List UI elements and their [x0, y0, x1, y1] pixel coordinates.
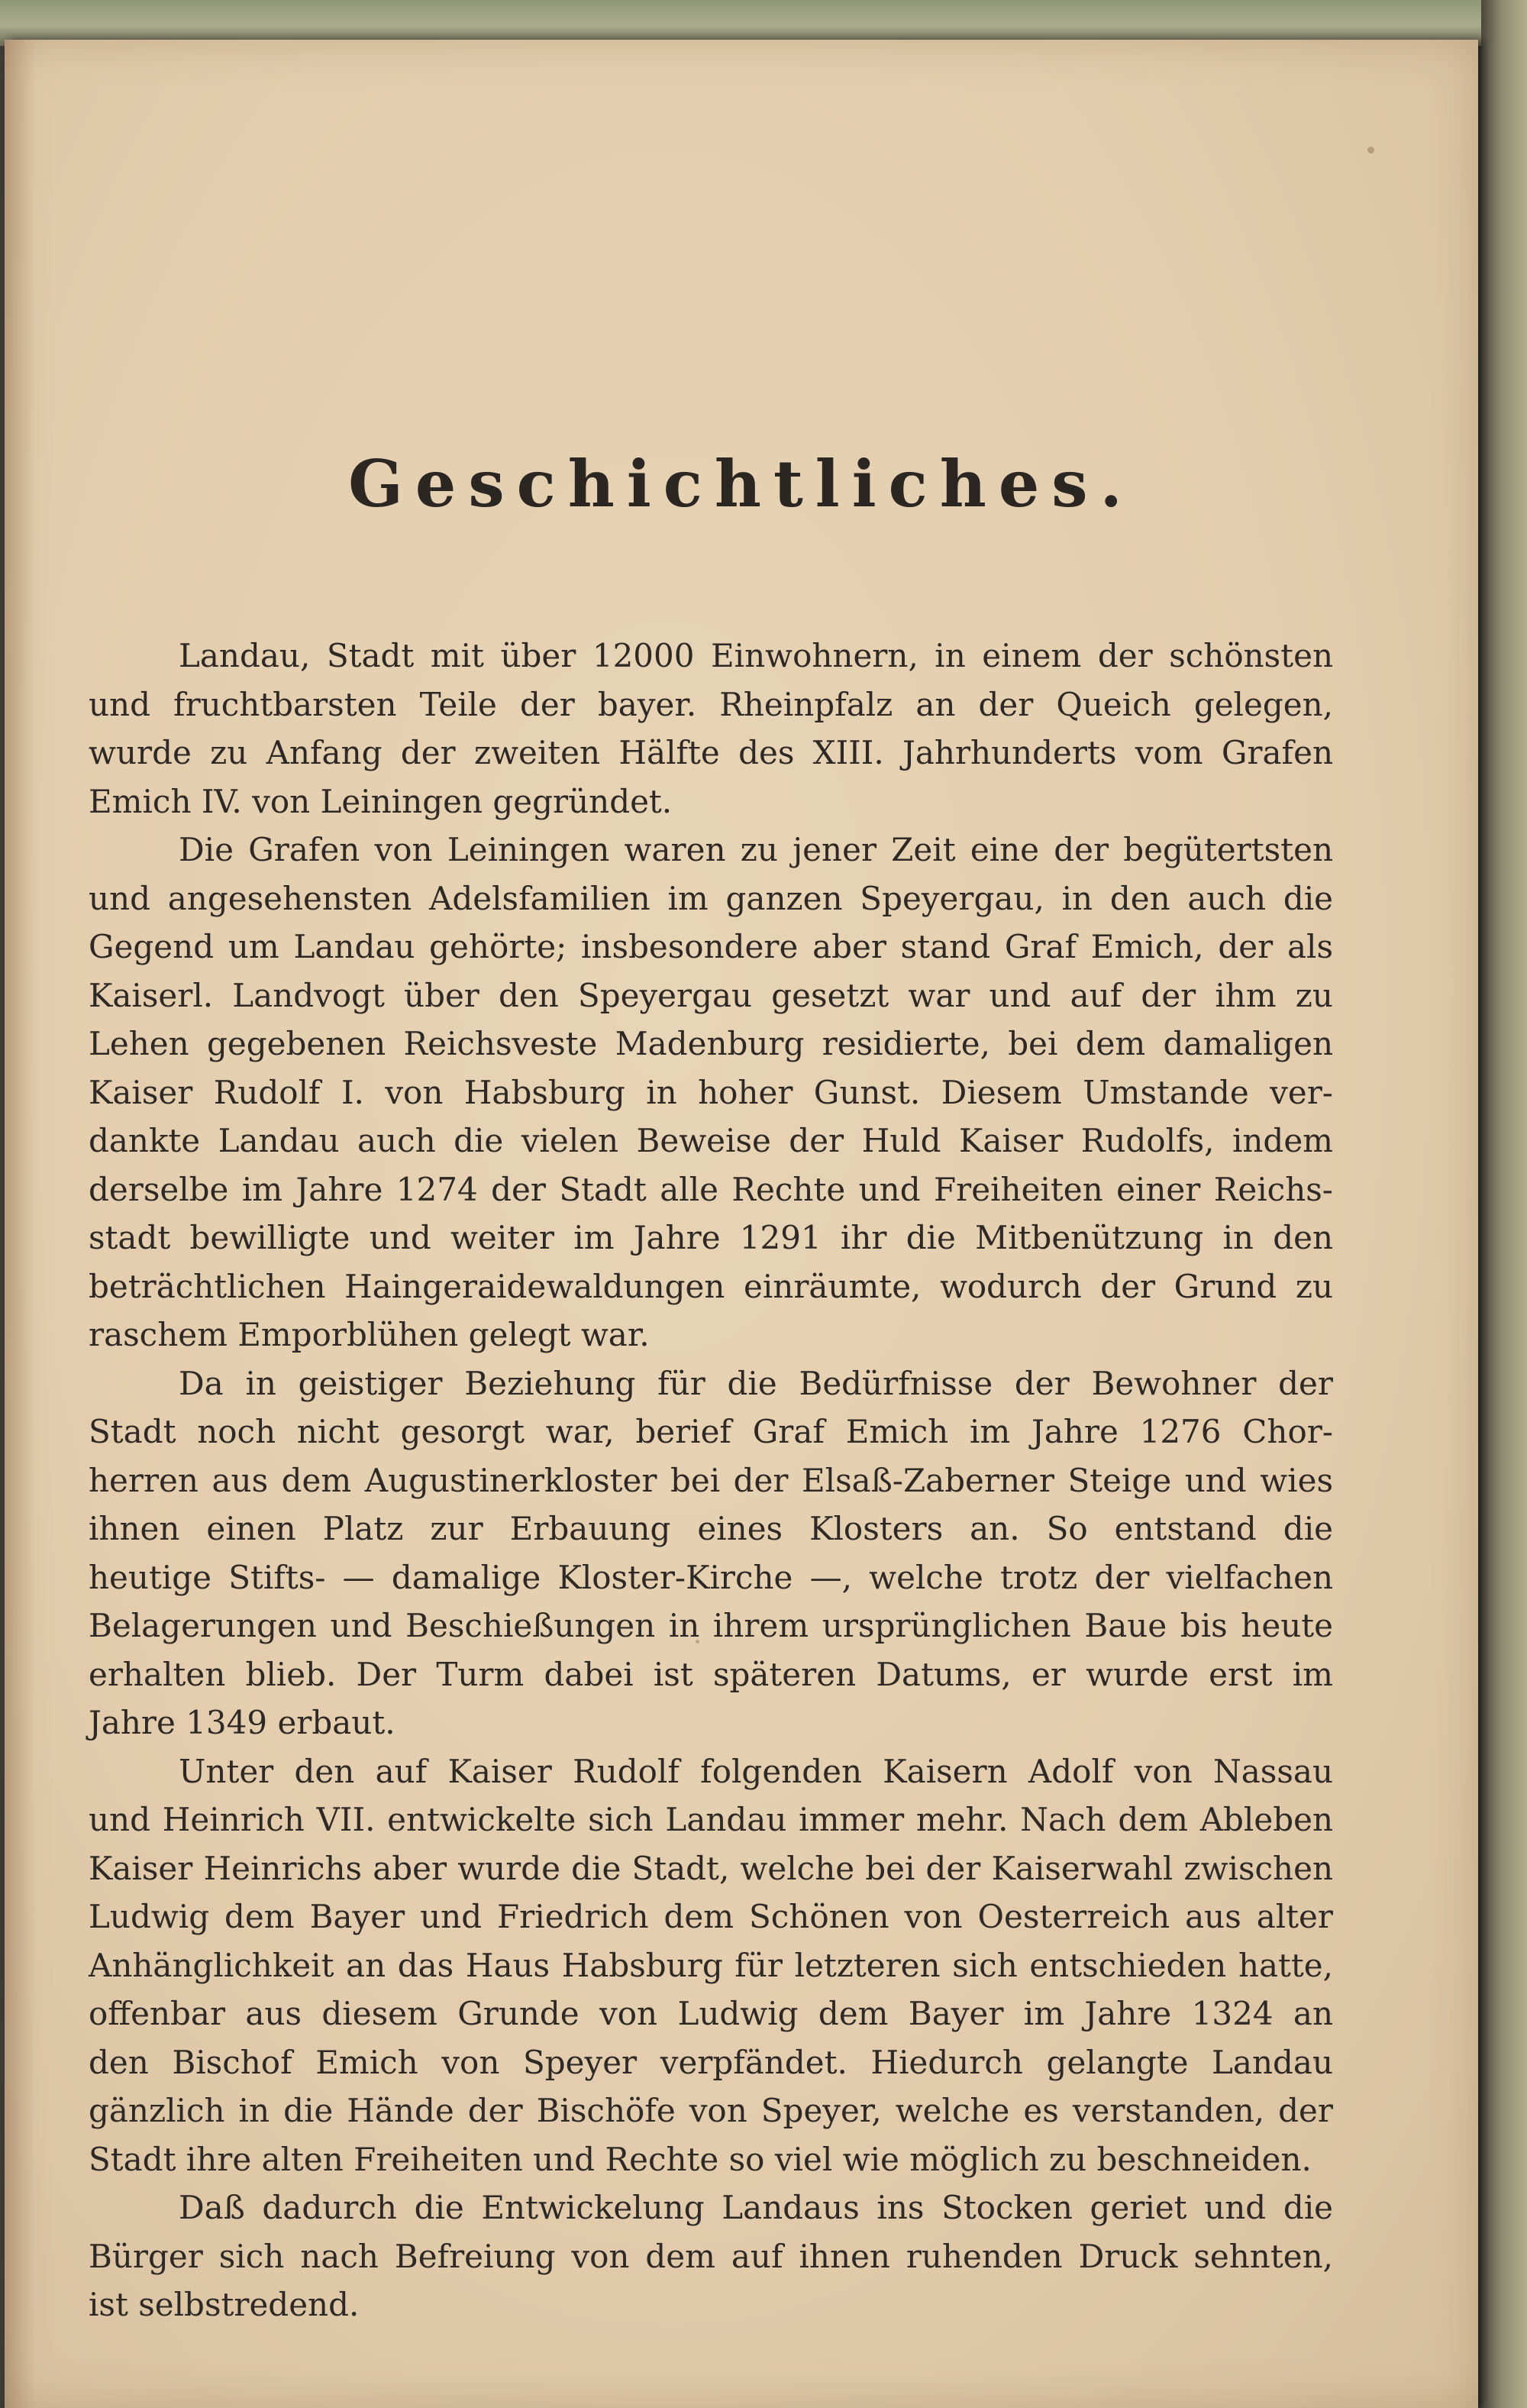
- text-line: erhalten blieb. Der Turm dabei ist späteren Datums, er wurde erst im: [89, 1655, 1333, 1693]
- text-line: offenbar aus diesem Grunde von Ludwig dem Bayer im Jahre 1324 an: [89, 1995, 1333, 2032]
- text-line: Die Grafen von Leiningen waren zu jener Zeit eine der begütertsten: [179, 831, 1333, 868]
- text-line: Kaiser Rudolf I. von Habsburg in hoher Gunst. Diesem Umstande ver-: [89, 1073, 1333, 1111]
- text-line: ist selbstredend.: [89, 2286, 360, 2323]
- text-line: Landau, Stadt mit über 12000 Einwohnern, in einem der schönsten: [179, 637, 1333, 674]
- text-line: herren aus dem Augustinerkloster bei der Elsaß-Zaberner Steige und wies: [89, 1461, 1333, 1499]
- text-line: derselbe im Jahre 1274 der Stadt alle Rechte und Freiheiten einer Reichs-: [89, 1170, 1333, 1208]
- scan-background-top: [0, 0, 1527, 46]
- text-line: Gegend um Landau gehörte; insbesondere aber stand Graf Emich, der als: [89, 928, 1333, 965]
- text-line: Belagerungen und Beschießungen in ihrem ursprünglichen Baue bis heute: [89, 1607, 1333, 1644]
- text-line: Anhänglichkeit an das Haus Habsburg für letzteren sich entschieden hatte,: [89, 1946, 1333, 1984]
- paragraph-founding: [89, 632, 1333, 826]
- text-line: Da in geistiger Beziehung für die Bedürfnisse der Bewohner der: [179, 1364, 1333, 1402]
- text-line: und angesehensten Adelsfamilien im ganzen Speyergau, in den auch die: [89, 879, 1333, 917]
- book-page: [5, 40, 1478, 2408]
- page-spine-shadow: [5, 40, 35, 2408]
- text-line: Stadt noch nicht gesorgt war, berief Graf Emich im Jahre 1276 Chor-: [89, 1413, 1333, 1450]
- text-line: Jahre 1349 erbaut.: [89, 1704, 395, 1741]
- page-title: Geschichtliches.: [348, 446, 1135, 522]
- text-line: heutige Stifts- — damalige Kloster-Kirche —, welche trotz der vielfachen: [89, 1558, 1333, 1596]
- text-line: Stadt ihre alten Freiheiten und Rechte so viel wie möglich zu beschneiden.: [89, 2140, 1312, 2178]
- paper-speck: [1367, 147, 1374, 154]
- text-line: Daß dadurch die Entwickelung Landaus ins Stocken geriet und die: [179, 2189, 1333, 2226]
- paragraph-leiningen: [89, 826, 1333, 1359]
- text-line: beträchtlichen Haingeraidewaldungen einräumte, wodurch der Grund zu: [89, 1267, 1333, 1305]
- body-text: [89, 632, 1333, 2329]
- text-line: ihnen einen Platz zur Erbauung eines Klosters an. So entstand die: [89, 1510, 1333, 1547]
- text-line: Unter den auf Kaiser Rudolf folgenden Kaisern Adolf von Nassau: [179, 1752, 1333, 1790]
- text-line: gänzlich in die Hände der Bischöfe von Speyer, welche es verstanden, der: [89, 2092, 1333, 2129]
- paragraph-conclusion: [89, 2183, 1333, 2329]
- paragraph-emperors: [89, 1747, 1333, 2184]
- text-line: Ludwig dem Bayer und Friedrich dem Schönen von Oesterreich aus alter: [89, 1898, 1333, 1935]
- text-line: den Bischof Emich von Speyer verpfändet. Hiedurch gelangte Landau: [89, 2043, 1333, 2081]
- text-line: Kaiser Heinrichs aber wurde die Stadt, welche bei der Kaiserwahl zwischen: [89, 1849, 1333, 1887]
- text-line: Lehen gegebenen Reichsveste Madenburg residierte, bei dem damaligen: [89, 1025, 1333, 1062]
- text-line: raschem Emporblühen gelegt war.: [89, 1316, 650, 1353]
- text-line: Bürger sich nach Befreiung von dem auf ihnen ruhenden Druck sehnten,: [89, 2237, 1333, 2275]
- text-line: Kaiserl. Landvogt über den Speyergau gesetzt war und auf der ihm zu: [89, 976, 1333, 1014]
- text-line: und fruchtbarsten Teile der bayer. Rheinpfalz an der Queich gelegen,: [89, 685, 1333, 723]
- text-line: stadt bewilligte und weiter im Jahre 1291 ihr die Mitbenützung in den: [89, 1219, 1333, 1256]
- text-line: Emich IV. von Leiningen gegründet.: [89, 782, 673, 820]
- paragraph-stiftskirche: [89, 1359, 1333, 1747]
- text-line: wurde zu Anfang der zweiten Hälfte des XIII. Jahrhunderts vom Grafen: [89, 734, 1333, 771]
- text-line: dankte Landau auch die vielen Beweise der Huld Kaiser Rudolfs, indem: [89, 1122, 1333, 1159]
- scan-background-right: [1481, 0, 1527, 2408]
- text-line: und Heinrich VII. entwickelte sich Landau immer mehr. Nach dem Ableben: [89, 1801, 1333, 1838]
